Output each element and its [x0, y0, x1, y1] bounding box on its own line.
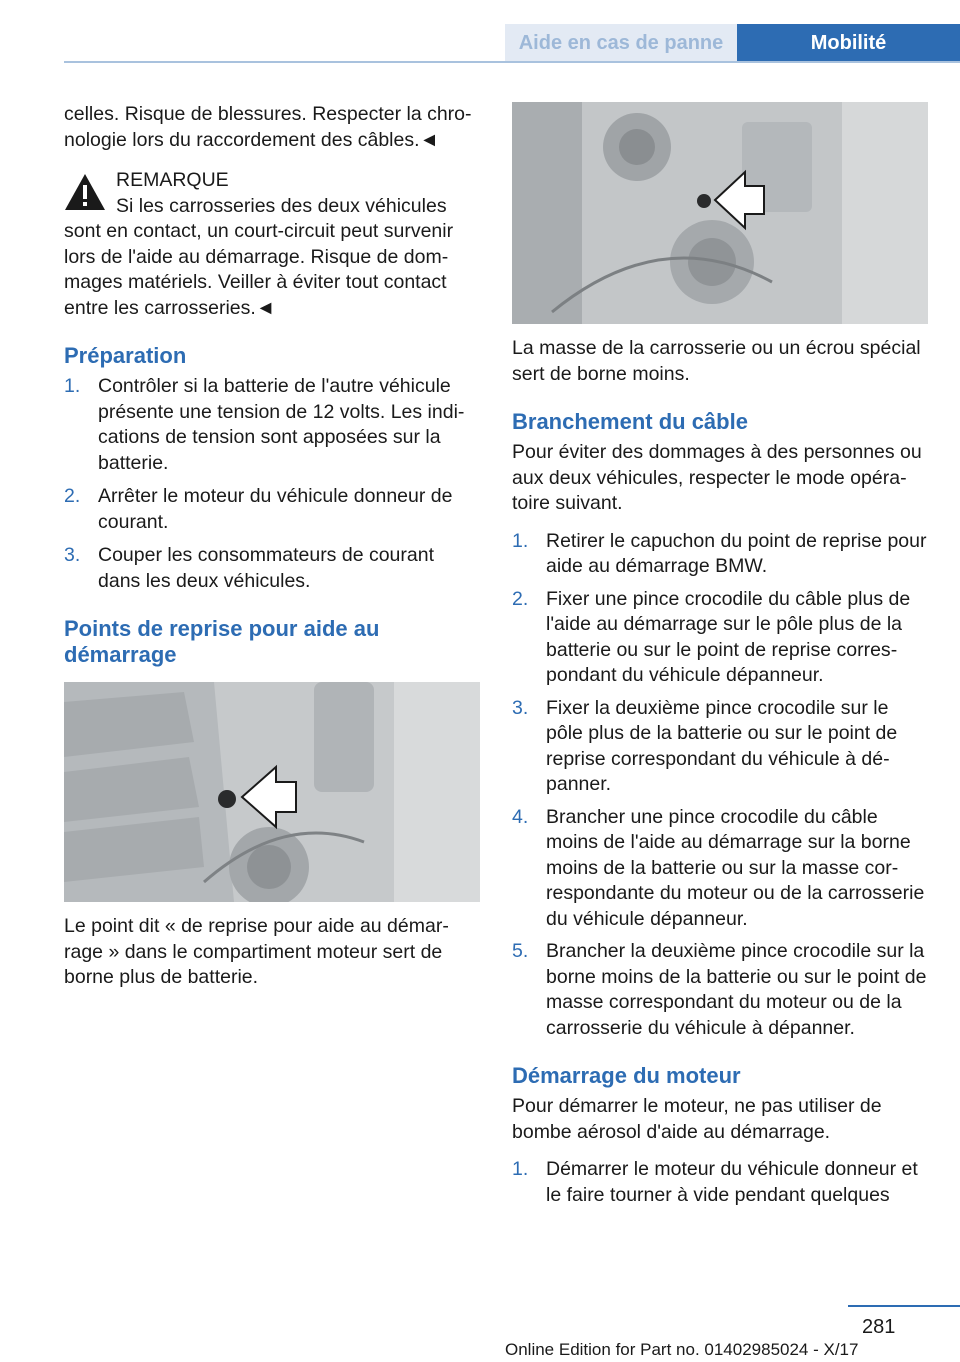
item-number: 4. — [512, 805, 529, 828]
item-number: 2. — [512, 587, 529, 610]
warning-first-line: Si les carrosseries des deux véhicules — [116, 194, 447, 217]
item-text: Contrôler si la batterie de l'autre véhicule présente une tension de 12 volts. Les indications de tension sont apposées sur la batterie. — [98, 375, 465, 474]
branchement-list — [512, 529, 930, 1042]
list-item — [512, 805, 930, 933]
engine-compartment-ground-point-photo — [512, 102, 928, 324]
section-tab: Aide en cas de panne — [505, 24, 737, 62]
list-item — [512, 1157, 930, 1208]
points-heading: Points de reprise pour aide au démarrage — [64, 616, 380, 667]
item-text: Brancher la deuxième pince crocodile sur la borne moins de la batterie ou sur le point de masse correspondant du moteur ou de la carrosserie du véhicule à dépanner. — [546, 940, 927, 1039]
warning-text: sont en contact, un court-circuit peut survenir lors de l'aide au démarrage. Risque de dommages matériels. Veiller à éviter tout contact entre les carrosseries.◄ — [64, 220, 454, 319]
page-header — [0, 0, 960, 64]
list-item — [64, 484, 480, 535]
page-number: 281 — [862, 1316, 896, 1338]
item-text: Fixer la deuxième pince crocodile sur le pôle plus de la batterie ou sur le point de reprise correspondant du véhicule à dépanner. — [546, 696, 898, 795]
item-number: 3. — [512, 696, 529, 719]
item-number: 1. — [512, 529, 529, 552]
warning-triangle-icon — [64, 172, 106, 212]
item-number: 5. — [512, 940, 529, 962]
list-item — [64, 374, 480, 476]
item-number: 1. — [64, 375, 81, 397]
demarrage-heading: Démarrage du moteur — [512, 1063, 741, 1088]
list-item — [512, 529, 930, 580]
list-item — [512, 696, 930, 798]
preparation-heading: Préparation — [64, 343, 187, 368]
warning-title: REMARQUE — [116, 169, 229, 191]
item-text: Retirer le capuchon du point de reprise pour aide au démarrage BMW. — [546, 529, 927, 577]
ground-caption: La masse de la carrosserie ou un écrou spécial sert de borne moins. — [512, 337, 921, 385]
list-item — [64, 543, 480, 594]
item-text: Couper les consommateurs de courant dans les deux véhicules. — [98, 544, 435, 592]
item-number: 3. — [64, 544, 81, 566]
list-item — [512, 939, 930, 1041]
demarrage-intro: Pour démarrer le moteur, ne pas utiliser de bombe aérosol d'aide au démarrage. — [512, 1095, 882, 1143]
engine-compartment-plus-terminal-photo — [64, 682, 480, 902]
points-caption: Le point dit « de reprise pour aide au démarrage » dans le compartiment moteur sert de borne plus de batterie. — [64, 915, 449, 988]
item-text: Arrêter le moteur du véhicule donneur de courant. — [98, 485, 453, 533]
item-number: 2. — [64, 485, 81, 507]
intro-text: celles. Risque de blessures. Respecter la chronologie lors du raccordement des câbles.◄ — [64, 103, 472, 151]
header-rule — [64, 61, 960, 63]
footer-rule — [848, 1305, 960, 1307]
chapter-tab: Mobilité — [737, 24, 960, 62]
item-text: Brancher une pince crocodile du câble moins de l'aide au démarrage sur la borne moins de la batterie ou sur la masse correspondante du moteur ou de la carrosserie du véhicule dépanneur. — [546, 805, 925, 930]
branchement-intro: Pour éviter des dommages à des personnes ou aux deux véhicules, respecter le mode opératoire suivant. — [512, 441, 922, 514]
demarrage-list — [512, 1157, 930, 1208]
warning-block — [64, 168, 480, 321]
item-text: Fixer une pince crocodile du câble plus de l'aide au démarrage sur le pôle plus de la batterie ou sur le point de reprise correspondant du véhicule dépanneur. — [546, 587, 911, 686]
item-text: Démarrer le moteur du véhicule donneur et le faire tourner à vide pendant quelques — [546, 1158, 918, 1206]
left-column — [64, 102, 480, 991]
preparation-list — [64, 374, 480, 594]
list-item — [512, 587, 930, 689]
item-number: 1. — [512, 1158, 529, 1180]
branchement-heading: Branchement du câble — [512, 409, 748, 434]
right-column — [512, 102, 930, 1208]
edition-note: Online Edition for Part no. 01402985024 - X/17 — [505, 1340, 859, 1359]
